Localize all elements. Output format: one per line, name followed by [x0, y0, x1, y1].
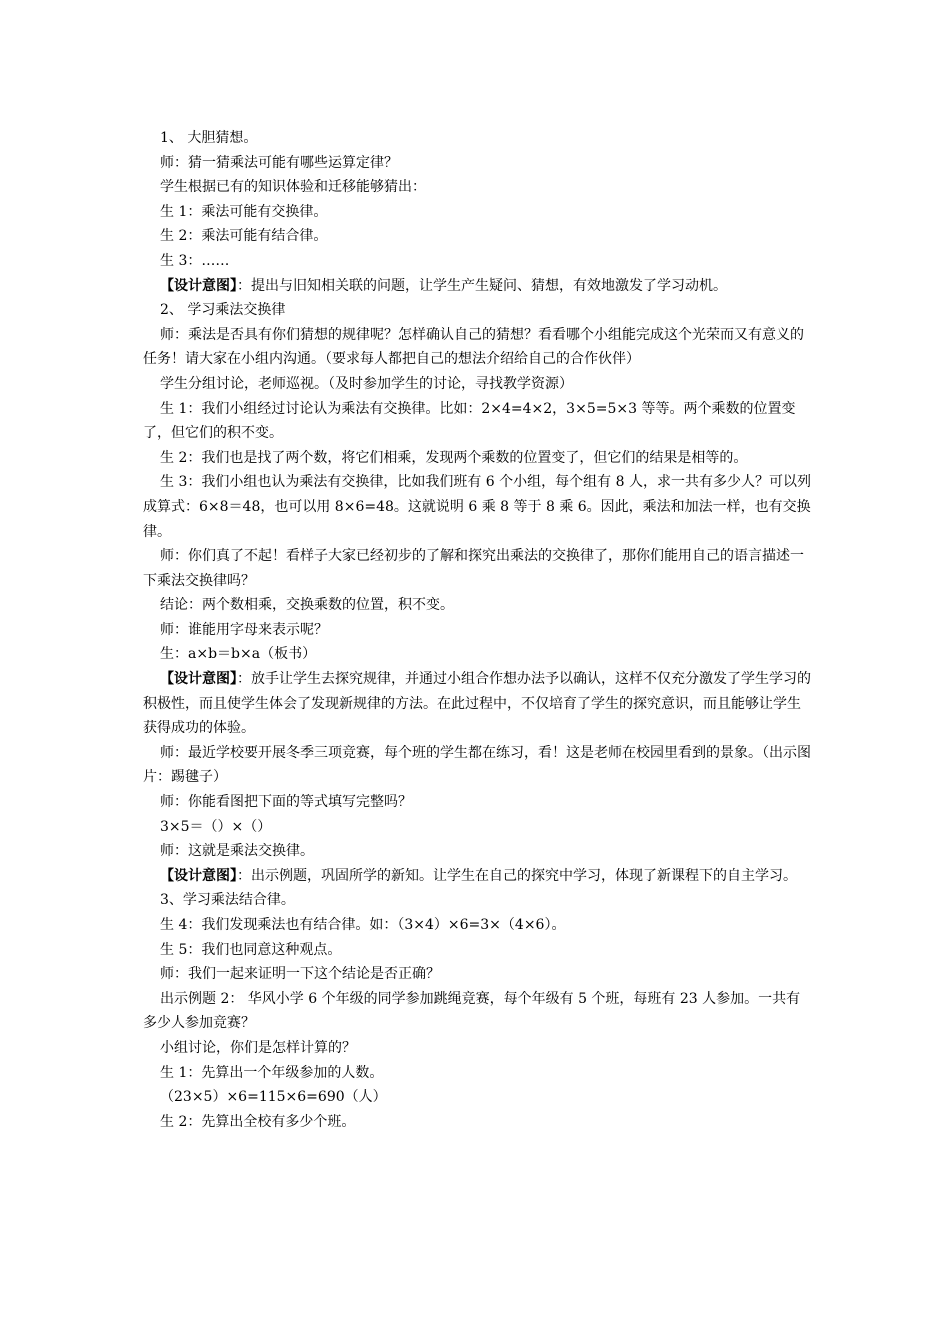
paragraph-text: 师：猜一猜乘法可能有哪些运算定律？	[160, 154, 398, 171]
student-line	[143, 200, 813, 225]
student-line	[143, 249, 813, 274]
paragraph-text: 师：乘法是否具有你们猜想的规律呢？怎样确认自己的猜想？看看哪个小组能完成这个光荣而又有意义的任务！请大家在小组内沟通。（要求每人都把自己的想法介绍给自己的合作伙伴）	[143, 326, 804, 368]
student-line	[143, 938, 813, 963]
heading-guess	[143, 126, 813, 151]
design-intent-label: 【设计意图】	[160, 671, 237, 688]
paragraph-text: 生 2：先算出全校有多少个班。	[160, 1113, 356, 1130]
design-intent	[143, 667, 813, 741]
paragraph-text: 学生根据已有的知识体验和迁移能够猜出：	[160, 179, 426, 196]
student-line	[143, 913, 813, 938]
narration-line	[143, 372, 813, 397]
equation-line	[143, 1085, 813, 1110]
paragraph-text: 生 2：乘法可能有结合律。	[160, 228, 328, 245]
teacher-line	[143, 151, 813, 176]
narration-line	[143, 1036, 813, 1061]
design-intent	[143, 274, 813, 299]
paragraph-text: （23×5）×6=115×6=690（人）	[160, 1089, 387, 1106]
paragraph-text: 生 5：我们也同意这种观点。	[160, 941, 342, 958]
teacher-line	[143, 790, 813, 815]
paragraph-text: 2、 学习乘法交换律	[160, 302, 286, 319]
paragraph-text: 3、学习乘法结合律。	[160, 892, 295, 909]
design-intent-label: 【设计意图】	[160, 277, 237, 294]
paragraph-text: 生：a×b＝b×a（板书）	[160, 646, 317, 663]
paragraph-text: 生 2：我们也是找了两个数，将它们相乘，发现两个乘数的位置变了，但它们的结果是相等的。	[160, 449, 748, 466]
student-line	[143, 1110, 813, 1135]
paragraph-text: 出示例题 2： 华风小学 6 个年级的同学参加跳绳竞赛，每个年级有 5 个班，每班有 23 人参加。一共有多少人参加竞赛？	[143, 990, 801, 1032]
paragraph-text: 生 3：……	[160, 252, 230, 269]
paragraph-text: 师：你能看图把下面的等式填写完整吗？	[160, 794, 412, 811]
paragraph-text: 生 1：先算出一个年级参加的人数。	[160, 1064, 384, 1081]
teacher-line	[143, 544, 813, 593]
paragraph-text: 师：最近学校要开展冬季三项竞赛，每个班的学生都在练习，看！这是老师在校园里看到的景象。（出示图片：踢毽子）	[143, 744, 811, 786]
conclusion-line	[143, 593, 813, 618]
student-line	[143, 446, 813, 471]
design-intent-label: 【设计意图】	[160, 867, 237, 884]
paragraph-text: 生 3：我们小组也认为乘法有交换律，比如我们班有 6 个小组，每个组有 8 人，求一共有多少人？可以列成算式：6×8＝48，也可以用 8×6=48。这就说明 6 乘 8 等于 8 乘 6。因此，乘法和加法一样，也有交换律。	[143, 474, 811, 540]
paragraph-text: 师：你们真了不起！看样子大家已经初步的了解和探究出乘法的交换律了，那你们能用自己的语言描述一下乘法交换律吗？	[143, 548, 804, 589]
paragraph-text: 生 4：我们发现乘法也有结合律。如：（3×4）×6=3×（4×6）。	[160, 917, 566, 933]
teacher-line	[143, 839, 813, 864]
paragraph-text: 小组讨论，你们是怎样计算的？	[160, 1039, 356, 1056]
paragraph-text: 师：这就是乘法交换律。	[160, 843, 314, 860]
paragraph-text: 结论：两个数相乘，交换乘数的位置，积不变。	[160, 597, 454, 614]
paragraph-text: ：出示例题，巩固所学的新知。让学生在自己的探究中学习，体现了新课程下的自主学习。	[237, 867, 797, 884]
paragraph-text: 1、 大胆猜想。	[160, 130, 258, 146]
paragraph-text: ：提出与旧知相关联的问题，让学生产生疑问、猜想，有效地激发了学习动机。	[237, 277, 727, 294]
student-line	[143, 1061, 813, 1086]
design-intent	[143, 864, 813, 889]
heading-associative	[143, 888, 813, 913]
narration-line	[143, 175, 813, 200]
student-line	[143, 397, 813, 446]
student-line	[143, 470, 813, 544]
teacher-line	[143, 618, 813, 643]
paragraph-text: 师：我们一起来证明一下这个结论是否正确？	[160, 966, 440, 983]
student-line	[143, 642, 813, 667]
teacher-line	[143, 323, 813, 372]
heading-commutative	[143, 298, 813, 323]
document-page	[143, 126, 813, 1134]
paragraph-text: 生 1：我们小组经过讨论认为乘法有交换律。比如：2×4=4×2，3×5=5×3 等等。两个乘数的位置变了，但它们的积不变。	[143, 400, 796, 442]
teacher-line	[143, 741, 813, 790]
paragraph-text: 生 1：乘法可能有交换律。	[160, 203, 328, 220]
equation-line	[143, 815, 813, 840]
paragraph-text: 学生分组讨论，老师巡视。（及时参加学生的讨论，寻找教学资源）	[160, 375, 573, 392]
paragraph-text: ：放手让学生去探究规律，并通过小组合作想办法予以确认，这样不仅充分激发了学生学习的积极性，而且使学生体会了发现新规律的方法。在此过程中，不仅培育了学生的探究意识，而且能够让学生获得成功的体验。	[143, 671, 811, 737]
paragraph-text: 师：谁能用字母来表示呢？	[160, 621, 328, 638]
teacher-line	[143, 962, 813, 987]
paragraph-text: 3×5＝（）×（）	[160, 818, 272, 835]
example-problem	[143, 987, 813, 1036]
student-line	[143, 224, 813, 249]
